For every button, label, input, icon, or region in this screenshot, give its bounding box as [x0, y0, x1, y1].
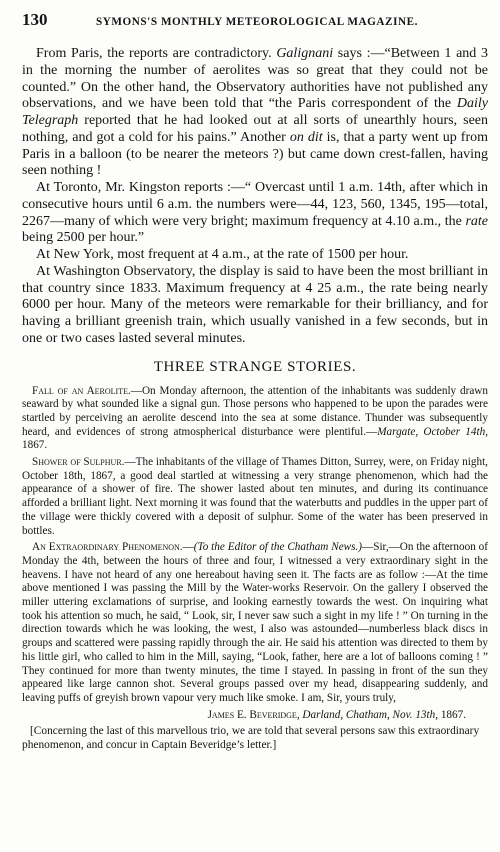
italic-text: Darland, Chatham, Nov. 13th, — [302, 708, 439, 721]
paris-paragraph — [22, 46, 488, 180]
italic-text: Margate, October 14th, — [377, 425, 488, 438]
text-run: reported that he had looked out at all sorts of unearthly hours, seen nothing, and got a cold for his pains.” Another — [22, 113, 488, 145]
italic-text: Daily Telegraph — [22, 96, 488, 128]
text-run: At Toronto, Mr. Kingston reports :—“ Overcast until 1 a.m. 14th, after which in consecutive hours until 6 a.m. the numbers were—44, 123, 560, 1345, 195—total, 2267—many of which were very bright; maximum frequency at 4.10 a.m., the — [22, 180, 488, 229]
text-run: 1867. — [22, 439, 48, 452]
strange-stories — [22, 385, 488, 723]
story-phenomenon — [22, 541, 488, 705]
text-run: —On Monday afternoon, the attention of the inhabitants was suddenly drawn seaward by what sounded like a signal gun. Those persons who happened to be upon the parades were startled by perceiving an aerolite descend into the sea at some distance. Thunder was subsequently heard, and evidences of strong atmospherical disturbance were plentiful.— — [22, 384, 488, 438]
text-run: says :—“Between 1 and 3 in the morning the number of aerolites was so great that they could not be counted.” On the other hand, the Observatory authorities have not published any observations, and we have been told that “the Paris correspondent of the — [22, 46, 488, 112]
editor-note: [Concerning the last of this marvellous trio, we are told that several persons saw this extraordinary phenomenon, and concur in Captain Beveridge’s letter.] — [22, 725, 480, 752]
section-title: THREE STRANGE STORIES. — [153, 358, 357, 375]
story-sulphur — [22, 456, 488, 538]
toronto-paragraph — [22, 180, 488, 247]
text-run: is, that a party went up from Paris in a balloon (to be nearer the meteors ?) but came down crest-fallen, having seen nothing ! — [22, 129, 488, 179]
run-in-heading: James E. Beveridge, — [207, 708, 300, 721]
text-run: 1867. — [438, 708, 466, 721]
page-header — [22, 10, 488, 32]
signature — [22, 709, 488, 723]
italic-text: Galignani — [276, 46, 334, 61]
run-in-heading: An Extraordinary Phenomenon. — [32, 541, 183, 554]
page-number: 130 — [22, 10, 48, 29]
text-run: At Washington Observatory, the display is said to have been the most brilliant in that country since 1833. Maximum frequency at 4 25 a.m., the rate being nearly 6000 per hour. Many of the meteors were remarkable for their brilliancy, and for having a brilliant greenish train, which usually vanished in a few seconds, but in one or two cases lasted several minutes. — [22, 263, 488, 346]
text-run: —The inhabitants of the village of Thames Ditton, Surrey, were, on Friday night, October 18th, 1867, a good deal startled at witnessing a very strange phenomenon, which had the appearance of a shower of fire. The shower lasted about ten minutes, and during its continuance afforded a brilliant light. Next morning it was found that the waterbutts and puddles in the upper part of the village were thickly covered with a deposit of sulphur. Some of the water has been preserved in bottles. — [22, 456, 488, 537]
italic-text: on dit — [289, 129, 323, 145]
story-aerolite — [22, 385, 488, 454]
text-run: At New York, most frequent at 4 a.m., at the rate of 1500 per hour. — [36, 247, 409, 262]
meteor-reports — [22, 46, 488, 348]
running-head: SYMONS'S MONTHLY METEOROLOGICAL MAGAZINE. — [96, 16, 418, 28]
text-run: —Sir,—On the afternoon of Monday the 4th, between the hours of three and four, I witnessed a very extraordinary sight in the heavens. I have not heard of any one hereabout having seen it. The facts are as follow :—At the time above mentioned I was passing the Mill by the Water-works Reservoir. On the gallery I observed the miller uttering exclamations of surprise, and looking earnestly towards the west. On inquiring what took his attention so much, he said, “ Look, sir, I never saw such a sight in my life ! ” On turning in the direction towards which he was looking, the west, I also was astounded—numberless black discs in groups and scattered were passing rapidly through the air. He said his attention was directed to them by his little girl, who called to him in the Mill, saying, “Look, father, here are a lot of balloons coming ! ” They continued for more than twenty minutes, the time I stayed. In passing in front of the sun they appeared like large cannon shot. Several groups passed over my head, disappearing suddenly, and leaving puffs of greyish brown vapour very much like smoke. I am, Sir, yours truly, — [22, 541, 488, 704]
run-in-heading: Fall of an Aerolite. — [32, 384, 131, 397]
text-run: — — [182, 541, 194, 554]
text-run: From Paris, the reports are contradictory. — [36, 46, 277, 61]
text-run: being 2500 per hour.” — [22, 230, 145, 246]
italic-text: rate — [465, 213, 488, 229]
italic-text: (To the Editor of the Chatham News.) — [193, 541, 363, 554]
run-in-heading: Shower of Sulphur. — [32, 456, 125, 469]
washington-paragraph — [22, 264, 488, 348]
new-york-paragraph — [22, 247, 488, 264]
